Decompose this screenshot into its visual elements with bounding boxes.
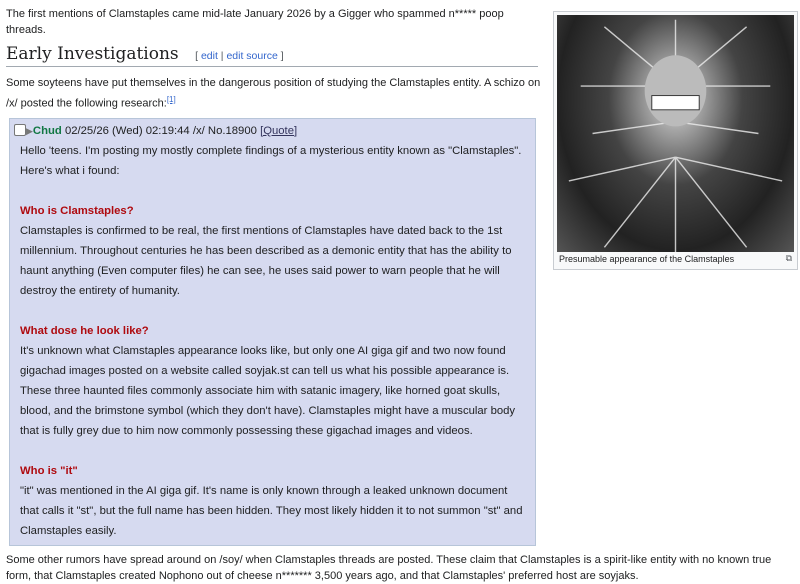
post-body: "it" was mentioned in the AI giga gif. It's name is only known through a leaked unknown document that calls it "st", but the full name has been hidden. They most likely hidden it to not summon "st" and Clamstaples easily. bbox=[20, 484, 523, 537]
reference-link[interactable]: [1] bbox=[166, 95, 176, 104]
research-paragraph bbox=[6, 75, 544, 112]
rumors-paragraph: Some other rumors have spread around on /soy/ when Clamstaples threads are posted. These claim that Clamstaples is a spirit-like entity with no known true form, that Clamstaples created Nophono out of cheese n******* 3,500 years ago, and that Clamstaples' preferred host are soyjaks. bbox=[6, 553, 772, 582]
intro-paragraph: The first mentions of Clamstaples came mid-late January 2026 by a Gigger who spammed n***** poop threads. bbox=[6, 8, 504, 36]
quote-link[interactable]: [Quote] bbox=[260, 124, 298, 137]
post-body: It's unknown what Clamstaples appearance looks like, but only one AI giga gif and two now found gigachad images posted on a website called soyjak.st can tell us what his possible appearance is. These three haunted files commonly associate him with satanic imagery, like horned goat skulls, blood, and the brimstone symbol (which they don't have). Clamstaples might have a muscular body that is fully grey due to him now commonly possessing these gigachad images and videos. bbox=[20, 344, 516, 437]
poster-name: Chud bbox=[32, 124, 62, 137]
infobox-figure bbox=[553, 11, 798, 270]
edit-source-link[interactable]: edit source bbox=[226, 50, 278, 62]
figure-caption: Presumable appearance of the Clamstaples bbox=[559, 254, 735, 264]
spiky-figure-icon bbox=[557, 15, 794, 252]
section-heading bbox=[6, 44, 538, 67]
section-title: Early Investigations bbox=[6, 44, 179, 64]
post-meta: 02/25/26 (Wed) 02:19:44 /x/ No.18900 bbox=[64, 124, 257, 137]
triangle-right-icon[interactable]: ▶ bbox=[26, 125, 33, 136]
expand-icon[interactable]: ⧉ bbox=[785, 253, 792, 263]
post-subheading: Who is Clamstaples? bbox=[20, 204, 134, 217]
edit-links: [ edit | edit source ] bbox=[195, 50, 284, 62]
paragraph-text: Some soyteens have put themselves in the dangerous position of studying the Clamstaples entity. A schizo on /x/ posted the following research: bbox=[6, 77, 541, 110]
post-subheading: Who is "it" bbox=[20, 464, 78, 477]
post-subheading: What dose he look like? bbox=[20, 324, 149, 337]
clamstaples-image[interactable] bbox=[557, 15, 794, 252]
edit-link[interactable]: edit bbox=[200, 50, 218, 62]
post-checkbox[interactable] bbox=[14, 124, 26, 136]
post-header bbox=[14, 121, 525, 141]
post-body: Clamstaples is confirmed to be real, the first mentions of Clamstaples have dated back to the 1st millennium. Throughout centuries he has been described as a demonic entity that has the ability to haunt anything (Even computer files) he can see, he uses said power to warn people that he will destroy the entirety of humanity. bbox=[20, 224, 512, 297]
post-intro: Hello 'teens. I'm posting my mostly complete findings of a mysterious entity known as "Clamstaples". Here's what i found: bbox=[20, 144, 522, 177]
imageboard-post bbox=[9, 118, 536, 546]
